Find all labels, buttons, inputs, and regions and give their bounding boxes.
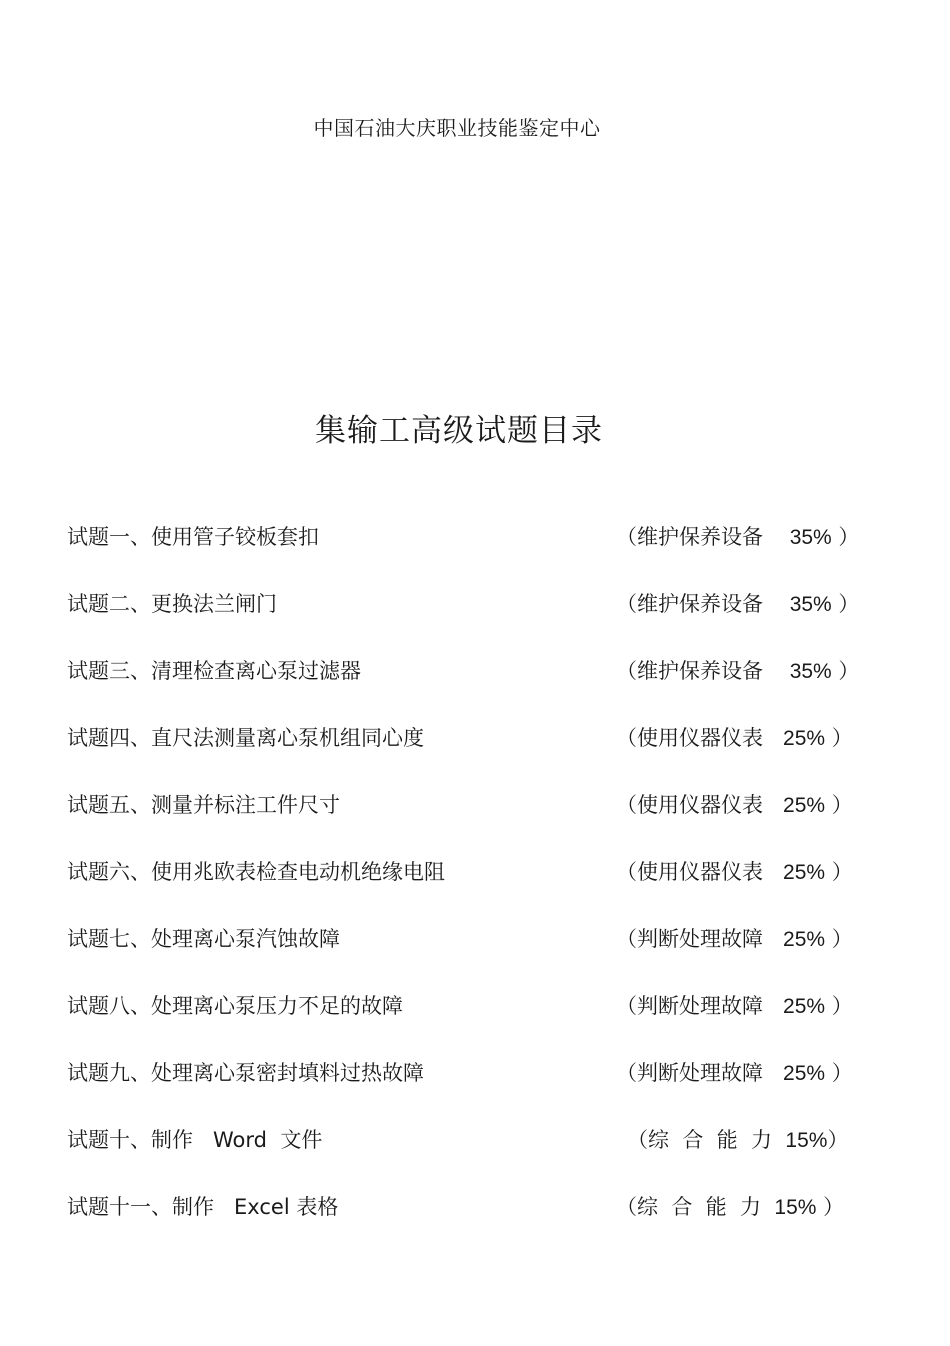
category-label: （判断处理故障 bbox=[616, 927, 763, 951]
exam-item-category bbox=[616, 521, 859, 551]
exam-item bbox=[0, 722, 950, 789]
exam-item-category bbox=[616, 990, 853, 1020]
close-paren: ） bbox=[838, 525, 860, 549]
exam-item-name: 试题五、测量并标注工件尺寸 bbox=[67, 793, 340, 817]
weight-percent: 25% bbox=[783, 861, 826, 884]
close-paren: ） bbox=[823, 1195, 845, 1219]
close-paren: ） bbox=[831, 927, 853, 951]
category-label: （综 合 能 力 bbox=[616, 1195, 762, 1219]
weight-percent: 15% bbox=[774, 1196, 817, 1219]
exam-item bbox=[0, 990, 950, 1057]
exam-item-category bbox=[616, 856, 853, 886]
exam-item bbox=[0, 856, 950, 923]
category-label: （判断处理故障 bbox=[616, 1061, 763, 1085]
category-label: （使用仪器仪表 bbox=[616, 860, 763, 884]
exam-item-name: 试题十、制作 Word 文件 bbox=[67, 1128, 323, 1152]
exam-item-list bbox=[0, 521, 950, 1258]
exam-item-name: 试题九、处理离心泵密封填料过热故障 bbox=[67, 1061, 424, 1085]
exam-item bbox=[0, 1124, 950, 1191]
exam-item-category bbox=[616, 789, 853, 819]
weight-percent: 25% bbox=[783, 727, 826, 750]
exam-item bbox=[0, 521, 950, 588]
exam-item-category bbox=[616, 722, 853, 752]
close-paren: ） bbox=[831, 1061, 853, 1085]
close-paren: ） bbox=[831, 860, 853, 884]
exam-item-name: 试题二、更换法兰闸门 bbox=[67, 592, 277, 616]
category-label: （综 合 能 力 bbox=[627, 1128, 773, 1152]
exam-item-name: 试题四、直尺法测量离心泵机组同心度 bbox=[67, 726, 424, 750]
category-label: （维护保养设备 bbox=[616, 659, 763, 683]
exam-item-category bbox=[616, 1057, 853, 1087]
close-paren: ） bbox=[838, 659, 860, 683]
weight-percent: 35% bbox=[789, 593, 832, 616]
exam-item bbox=[0, 923, 950, 990]
document-title: 集输工高级试题目录 bbox=[315, 413, 603, 449]
exam-item-category bbox=[616, 923, 853, 953]
close-paren: ） bbox=[838, 592, 860, 616]
close-paren: ） bbox=[831, 793, 853, 817]
exam-item bbox=[0, 1057, 950, 1124]
exam-item-category bbox=[616, 1191, 844, 1221]
close-paren: ） bbox=[831, 994, 853, 1018]
weight-percent: 35% bbox=[789, 660, 832, 683]
exam-item-name: 试题八、处理离心泵压力不足的故障 bbox=[67, 994, 403, 1018]
exam-item bbox=[0, 655, 950, 722]
close-paren: ） bbox=[827, 1128, 849, 1152]
exam-item bbox=[0, 789, 950, 856]
weight-percent: 25% bbox=[783, 928, 826, 951]
weight-percent: 25% bbox=[783, 995, 826, 1018]
exam-item bbox=[0, 1191, 950, 1258]
exam-item-name: 试题三、清理检查离心泵过滤器 bbox=[67, 659, 361, 683]
exam-item-category bbox=[616, 655, 859, 685]
weight-percent: 15% bbox=[785, 1129, 828, 1152]
exam-item-name: 试题十一、制作 Excel 表格 bbox=[67, 1195, 339, 1219]
weight-percent: 25% bbox=[783, 794, 826, 817]
category-label: （判断处理故障 bbox=[616, 994, 763, 1018]
category-label: （使用仪器仪表 bbox=[616, 726, 763, 750]
close-paren: ） bbox=[831, 726, 853, 750]
exam-item bbox=[0, 588, 950, 655]
weight-percent: 35% bbox=[789, 526, 832, 549]
exam-item-name: 试题一、使用管子铰板套扣 bbox=[67, 525, 319, 549]
category-label: （使用仪器仪表 bbox=[616, 793, 763, 817]
category-label: （维护保养设备 bbox=[616, 592, 763, 616]
exam-item-category bbox=[616, 588, 859, 618]
exam-item-name: 试题七、处理离心泵汽蚀故障 bbox=[67, 927, 340, 951]
category-label: （维护保养设备 bbox=[616, 525, 763, 549]
weight-percent: 25% bbox=[783, 1062, 826, 1085]
exam-item-category bbox=[627, 1124, 848, 1154]
exam-item-name: 试题六、使用兆欧表检查电动机绝缘电阻 bbox=[67, 860, 445, 884]
organization-name: 中国石油大庆职业技能鉴定中心 bbox=[313, 116, 601, 140]
